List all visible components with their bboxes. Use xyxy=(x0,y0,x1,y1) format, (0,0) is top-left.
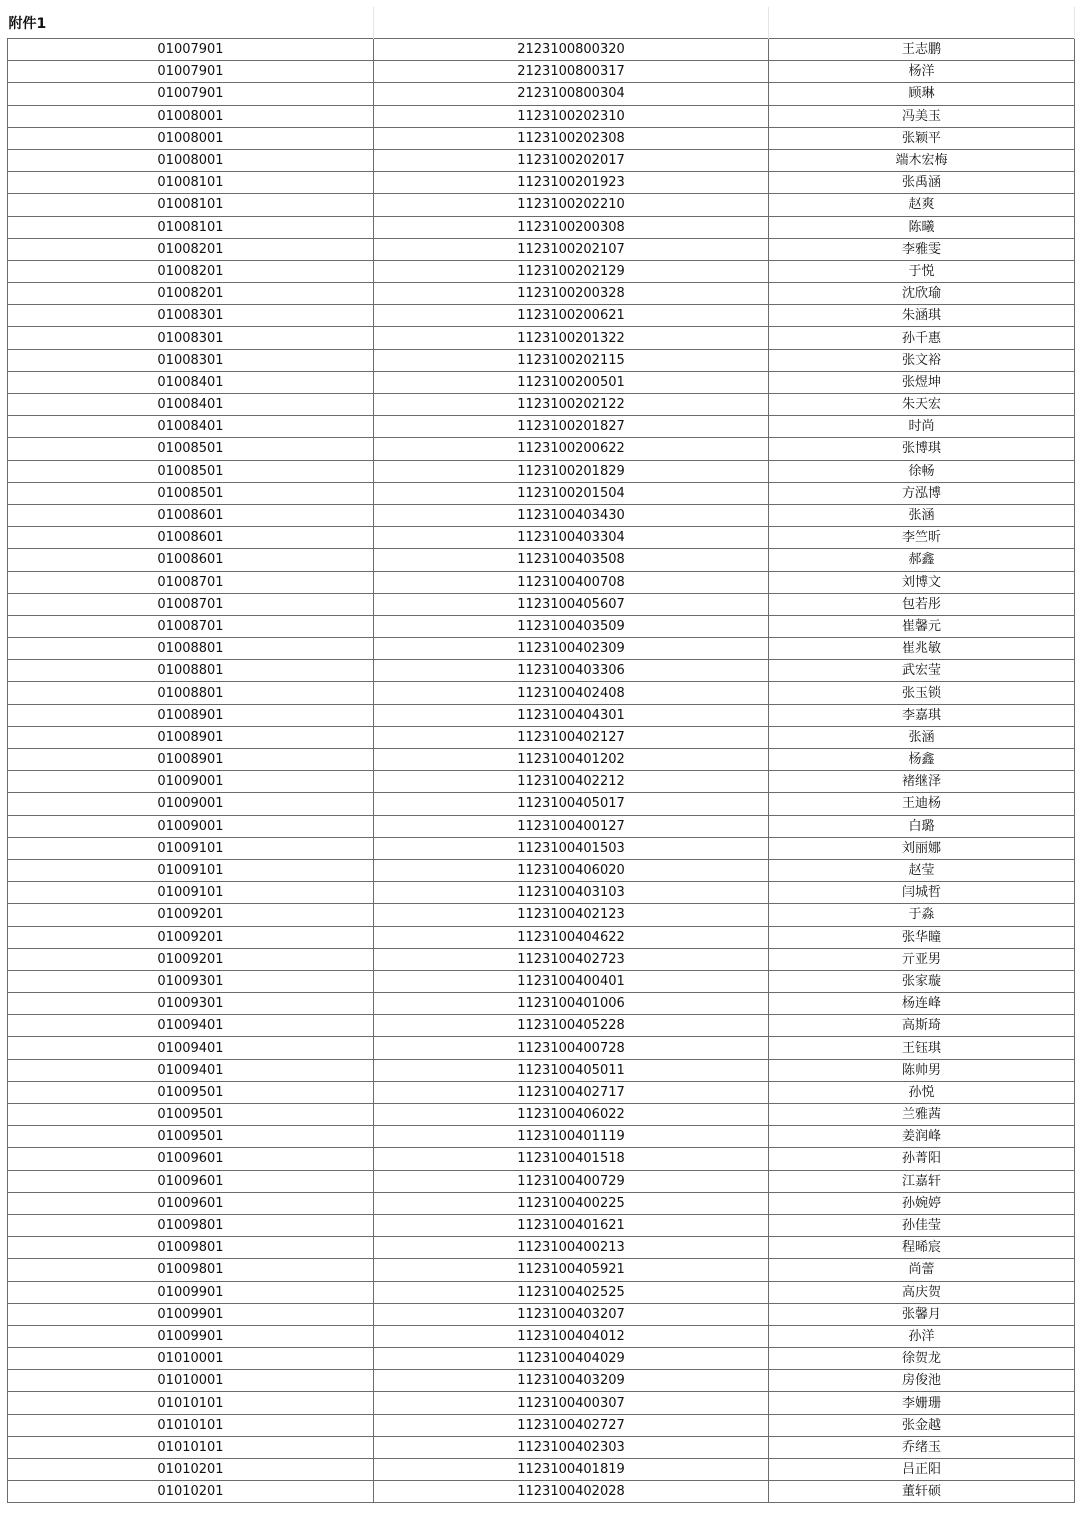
empty-header-cell xyxy=(769,7,1075,39)
name-cell: 顾琳 xyxy=(769,83,1075,105)
exam-number-cell: 1123100201923 xyxy=(374,172,769,194)
table-row xyxy=(8,371,1075,393)
position-code-cell: 01008001 xyxy=(8,127,374,149)
exam-number-cell: 1123100201504 xyxy=(374,482,769,504)
table-row xyxy=(8,993,1075,1015)
table-row xyxy=(8,260,1075,282)
exam-number-cell: 1123100200328 xyxy=(374,283,769,305)
position-code-cell: 01009801 xyxy=(8,1237,374,1259)
position-code-cell: 01008101 xyxy=(8,216,374,238)
exam-number-cell: 1123100402525 xyxy=(374,1281,769,1303)
position-code-cell: 01009001 xyxy=(8,793,374,815)
name-cell: 陈帅男 xyxy=(769,1059,1075,1081)
exam-number-cell: 1123100400401 xyxy=(374,970,769,992)
name-cell: 张文裕 xyxy=(769,349,1075,371)
position-code-cell: 01009601 xyxy=(8,1170,374,1192)
position-code-cell: 01008101 xyxy=(8,172,374,194)
position-code-cell: 01009501 xyxy=(8,1081,374,1103)
table-row xyxy=(8,793,1075,815)
name-cell: 徐贺龙 xyxy=(769,1348,1075,1370)
name-cell: 张金越 xyxy=(769,1414,1075,1436)
table-row xyxy=(8,549,1075,571)
position-code-cell: 01008601 xyxy=(8,527,374,549)
position-code-cell: 01009101 xyxy=(8,859,374,881)
table-row xyxy=(8,815,1075,837)
name-cell: 李嘉琪 xyxy=(769,704,1075,726)
position-code-cell: 01009101 xyxy=(8,837,374,859)
table-row xyxy=(8,1059,1075,1081)
exam-number-cell: 1123100201322 xyxy=(374,327,769,349)
name-cell: 刘丽娜 xyxy=(769,837,1075,859)
position-code-cell: 01010001 xyxy=(8,1348,374,1370)
name-cell: 高庆贺 xyxy=(769,1281,1075,1303)
position-code-cell: 01009301 xyxy=(8,993,374,1015)
table-row xyxy=(8,704,1075,726)
name-cell: 方泓博 xyxy=(769,482,1075,504)
position-code-cell: 01008301 xyxy=(8,327,374,349)
table-row xyxy=(8,1325,1075,1347)
position-code-cell: 01008901 xyxy=(8,726,374,748)
position-code-cell: 01009801 xyxy=(8,1259,374,1281)
name-cell: 崔兆敏 xyxy=(769,638,1075,660)
table-row xyxy=(8,1481,1075,1503)
exam-number-cell: 1123100403430 xyxy=(374,504,769,526)
name-cell: 吕正阳 xyxy=(769,1459,1075,1481)
table-row xyxy=(8,216,1075,238)
exam-number-cell: 1123100202115 xyxy=(374,349,769,371)
exam-number-cell: 1123100403209 xyxy=(374,1370,769,1392)
exam-number-cell: 1123100403207 xyxy=(374,1303,769,1325)
name-cell: 尚蕾 xyxy=(769,1259,1075,1281)
exam-number-cell: 1123100406020 xyxy=(374,859,769,881)
name-cell: 沈欣瑜 xyxy=(769,283,1075,305)
name-cell: 江嘉轩 xyxy=(769,1170,1075,1192)
name-cell: 房俊池 xyxy=(769,1370,1075,1392)
position-code-cell: 01009201 xyxy=(8,904,374,926)
table-row xyxy=(8,1214,1075,1236)
candidate-table xyxy=(7,7,1075,1503)
position-code-cell: 01009401 xyxy=(8,1059,374,1081)
name-cell: 包若彤 xyxy=(769,593,1075,615)
position-code-cell: 01009901 xyxy=(8,1281,374,1303)
table-row xyxy=(8,1170,1075,1192)
name-cell: 董轩硕 xyxy=(769,1481,1075,1503)
exam-number-cell: 1123100400729 xyxy=(374,1170,769,1192)
table-row xyxy=(8,305,1075,327)
name-cell: 于淼 xyxy=(769,904,1075,926)
exam-number-cell: 1123100401621 xyxy=(374,1214,769,1236)
name-cell: 姜润峰 xyxy=(769,1126,1075,1148)
table-row xyxy=(8,39,1075,61)
exam-number-cell: 1123100402727 xyxy=(374,1414,769,1436)
name-cell: 张玉锁 xyxy=(769,682,1075,704)
table-row xyxy=(8,593,1075,615)
name-cell: 张博琪 xyxy=(769,438,1075,460)
table-row xyxy=(8,327,1075,349)
name-cell: 张馨月 xyxy=(769,1303,1075,1325)
exam-number-cell: 1123100401518 xyxy=(374,1148,769,1170)
exam-number-cell: 1123100202210 xyxy=(374,194,769,216)
position-code-cell: 01009401 xyxy=(8,1015,374,1037)
name-cell: 张煜坤 xyxy=(769,371,1075,393)
position-code-cell: 01008401 xyxy=(8,394,374,416)
position-code-cell: 01008001 xyxy=(8,149,374,171)
exam-number-cell: 2123100800304 xyxy=(374,83,769,105)
name-cell: 张禹涵 xyxy=(769,172,1075,194)
table-row xyxy=(8,1392,1075,1414)
name-cell: 朱天宏 xyxy=(769,394,1075,416)
name-cell: 程晞宸 xyxy=(769,1237,1075,1259)
exam-number-cell: 1123100402123 xyxy=(374,904,769,926)
name-cell: 乔绪玉 xyxy=(769,1436,1075,1458)
name-cell: 白璐 xyxy=(769,815,1075,837)
exam-number-cell: 1123100404012 xyxy=(374,1325,769,1347)
position-code-cell: 01008601 xyxy=(8,549,374,571)
table-row xyxy=(8,837,1075,859)
table-row xyxy=(8,149,1075,171)
exam-number-cell: 1123100402717 xyxy=(374,1081,769,1103)
exam-number-cell: 2123100800320 xyxy=(374,39,769,61)
exam-number-cell: 1123100202308 xyxy=(374,127,769,149)
name-cell: 赵爽 xyxy=(769,194,1075,216)
name-cell: 张家璇 xyxy=(769,970,1075,992)
name-cell: 李竺昕 xyxy=(769,527,1075,549)
name-cell: 郝鑫 xyxy=(769,549,1075,571)
attachment-title: 附件1 xyxy=(8,7,374,39)
position-code-cell: 01008501 xyxy=(8,460,374,482)
table-row xyxy=(8,482,1075,504)
table-row xyxy=(8,504,1075,526)
name-cell: 褚继泽 xyxy=(769,771,1075,793)
table-row xyxy=(8,349,1075,371)
position-code-cell: 01009901 xyxy=(8,1303,374,1325)
position-code-cell: 01009101 xyxy=(8,882,374,904)
table-row xyxy=(8,660,1075,682)
table-row xyxy=(8,682,1075,704)
exam-number-cell: 1123100401119 xyxy=(374,1126,769,1148)
name-cell: 亓亚男 xyxy=(769,948,1075,970)
table-body xyxy=(8,39,1075,1503)
name-cell: 刘博文 xyxy=(769,571,1075,593)
position-code-cell: 01009501 xyxy=(8,1104,374,1126)
position-code-cell: 01009301 xyxy=(8,970,374,992)
exam-number-cell: 1123100401202 xyxy=(374,749,769,771)
exam-number-cell: 1123100405921 xyxy=(374,1259,769,1281)
exam-number-cell: 1123100201829 xyxy=(374,460,769,482)
exam-number-cell: 1123100401503 xyxy=(374,837,769,859)
table-row xyxy=(8,394,1075,416)
exam-number-cell: 1123100400225 xyxy=(374,1192,769,1214)
name-cell: 孙菁阳 xyxy=(769,1148,1075,1170)
title-row xyxy=(8,7,1075,39)
name-cell: 冯美玉 xyxy=(769,105,1075,127)
exam-number-cell: 1123100402408 xyxy=(374,682,769,704)
table-row xyxy=(8,1259,1075,1281)
exam-number-cell: 1123100403508 xyxy=(374,549,769,571)
exam-number-cell: 1123100200308 xyxy=(374,216,769,238)
position-code-cell: 01008201 xyxy=(8,283,374,305)
exam-number-cell: 1123100202310 xyxy=(374,105,769,127)
exam-number-cell: 1123100401819 xyxy=(374,1459,769,1481)
name-cell: 杨鑫 xyxy=(769,749,1075,771)
empty-header-cell xyxy=(374,7,769,39)
name-cell: 张涵 xyxy=(769,726,1075,748)
name-cell: 杨连峰 xyxy=(769,993,1075,1015)
table-row xyxy=(8,1104,1075,1126)
table-row xyxy=(8,1281,1075,1303)
table-row xyxy=(8,926,1075,948)
name-cell: 朱涵琪 xyxy=(769,305,1075,327)
exam-number-cell: 1123100404622 xyxy=(374,926,769,948)
exam-number-cell: 1123100202129 xyxy=(374,260,769,282)
exam-number-cell: 1123100403306 xyxy=(374,660,769,682)
exam-number-cell: 1123100402212 xyxy=(374,771,769,793)
position-code-cell: 01008601 xyxy=(8,504,374,526)
exam-number-cell: 1123100403304 xyxy=(374,527,769,549)
position-code-cell: 01008401 xyxy=(8,371,374,393)
name-cell: 李姗珊 xyxy=(769,1392,1075,1414)
table-row xyxy=(8,571,1075,593)
exam-number-cell: 1123100202107 xyxy=(374,238,769,260)
position-code-cell: 01010101 xyxy=(8,1436,374,1458)
table-row xyxy=(8,127,1075,149)
table-row xyxy=(8,1370,1075,1392)
name-cell: 闫城哲 xyxy=(769,882,1075,904)
table-row xyxy=(8,1015,1075,1037)
name-cell: 李雅雯 xyxy=(769,238,1075,260)
name-cell: 孙洋 xyxy=(769,1325,1075,1347)
table-row xyxy=(8,1237,1075,1259)
table-row xyxy=(8,83,1075,105)
position-code-cell: 01008901 xyxy=(8,749,374,771)
table-row xyxy=(8,1126,1075,1148)
exam-number-cell: 1123100400213 xyxy=(374,1237,769,1259)
exam-number-cell: 1123100405228 xyxy=(374,1015,769,1037)
position-code-cell: 01009201 xyxy=(8,926,374,948)
table-row xyxy=(8,527,1075,549)
table-row xyxy=(8,771,1075,793)
exam-number-cell: 1123100402028 xyxy=(374,1481,769,1503)
name-cell: 徐畅 xyxy=(769,460,1075,482)
position-code-cell: 01008901 xyxy=(8,704,374,726)
position-code-cell: 01010001 xyxy=(8,1370,374,1392)
spreadsheet-page xyxy=(7,7,1074,1503)
exam-number-cell: 1123100404301 xyxy=(374,704,769,726)
position-code-cell: 01008701 xyxy=(8,615,374,637)
exam-number-cell: 1123100403103 xyxy=(374,882,769,904)
position-code-cell: 01008101 xyxy=(8,194,374,216)
exam-number-cell: 1123100402127 xyxy=(374,726,769,748)
table-row xyxy=(8,1436,1075,1458)
table-row xyxy=(8,638,1075,660)
name-cell: 兰雅茜 xyxy=(769,1104,1075,1126)
position-code-cell: 01008301 xyxy=(8,349,374,371)
exam-number-cell: 1123100400728 xyxy=(374,1037,769,1059)
table-row xyxy=(8,416,1075,438)
position-code-cell: 01010101 xyxy=(8,1414,374,1436)
exam-number-cell: 1123100200621 xyxy=(374,305,769,327)
name-cell: 王迪杨 xyxy=(769,793,1075,815)
position-code-cell: 01009601 xyxy=(8,1192,374,1214)
table-row xyxy=(8,438,1075,460)
exam-number-cell: 1123100400708 xyxy=(374,571,769,593)
position-code-cell: 01008201 xyxy=(8,260,374,282)
position-code-cell: 01009001 xyxy=(8,771,374,793)
table-row xyxy=(8,726,1075,748)
name-cell: 高斯琦 xyxy=(769,1015,1075,1037)
table-row xyxy=(8,283,1075,305)
exam-number-cell: 1123100202017 xyxy=(374,149,769,171)
name-cell: 张颖平 xyxy=(769,127,1075,149)
exam-number-cell: 1123100405017 xyxy=(374,793,769,815)
position-code-cell: 01007901 xyxy=(8,61,374,83)
table-row xyxy=(8,1192,1075,1214)
exam-number-cell: 1123100404029 xyxy=(374,1348,769,1370)
table-row xyxy=(8,948,1075,970)
table-row xyxy=(8,882,1075,904)
position-code-cell: 01008801 xyxy=(8,638,374,660)
exam-number-cell: 1123100402309 xyxy=(374,638,769,660)
position-code-cell: 01008701 xyxy=(8,593,374,615)
position-code-cell: 01008301 xyxy=(8,305,374,327)
name-cell: 武宏莹 xyxy=(769,660,1075,682)
position-code-cell: 01009901 xyxy=(8,1325,374,1347)
position-code-cell: 01008801 xyxy=(8,660,374,682)
exam-number-cell: 1123100200622 xyxy=(374,438,769,460)
table-row xyxy=(8,1414,1075,1436)
table-row xyxy=(8,238,1075,260)
exam-number-cell: 2123100800317 xyxy=(374,61,769,83)
position-code-cell: 01008501 xyxy=(8,438,374,460)
table-row xyxy=(8,1303,1075,1325)
table-row xyxy=(8,749,1075,771)
table-row xyxy=(8,859,1075,881)
name-cell: 孙悦 xyxy=(769,1081,1075,1103)
position-code-cell: 01008401 xyxy=(8,416,374,438)
exam-number-cell: 1123100400307 xyxy=(374,1392,769,1414)
exam-number-cell: 1123100405011 xyxy=(374,1059,769,1081)
table-row xyxy=(8,615,1075,637)
exam-number-cell: 1123100402303 xyxy=(374,1436,769,1458)
exam-number-cell: 1123100405607 xyxy=(374,593,769,615)
table-row xyxy=(8,172,1075,194)
name-cell: 王志鹏 xyxy=(769,39,1075,61)
name-cell: 张华瞳 xyxy=(769,926,1075,948)
position-code-cell: 01010101 xyxy=(8,1392,374,1414)
position-code-cell: 01008201 xyxy=(8,238,374,260)
position-code-cell: 01010201 xyxy=(8,1481,374,1503)
table-row xyxy=(8,970,1075,992)
exam-number-cell: 1123100406022 xyxy=(374,1104,769,1126)
name-cell: 崔馨元 xyxy=(769,615,1075,637)
name-cell: 孙千惠 xyxy=(769,327,1075,349)
position-code-cell: 01009601 xyxy=(8,1148,374,1170)
position-code-cell: 01008501 xyxy=(8,482,374,504)
position-code-cell: 01008701 xyxy=(8,571,374,593)
name-cell: 张涵 xyxy=(769,504,1075,526)
exam-number-cell: 1123100202122 xyxy=(374,394,769,416)
table-row xyxy=(8,904,1075,926)
table-row xyxy=(8,1037,1075,1059)
table-row xyxy=(8,105,1075,127)
exam-number-cell: 1123100201827 xyxy=(374,416,769,438)
position-code-cell: 01009401 xyxy=(8,1037,374,1059)
position-code-cell: 01008801 xyxy=(8,682,374,704)
exam-number-cell: 1123100200501 xyxy=(374,371,769,393)
exam-number-cell: 1123100400127 xyxy=(374,815,769,837)
position-code-cell: 01010201 xyxy=(8,1459,374,1481)
name-cell: 赵莹 xyxy=(769,859,1075,881)
position-code-cell: 01009801 xyxy=(8,1214,374,1236)
name-cell: 孙佳莹 xyxy=(769,1214,1075,1236)
position-code-cell: 01009201 xyxy=(8,948,374,970)
table-row xyxy=(8,1081,1075,1103)
position-code-cell: 01008001 xyxy=(8,105,374,127)
position-code-cell: 01009501 xyxy=(8,1126,374,1148)
name-cell: 王钰琪 xyxy=(769,1037,1075,1059)
exam-number-cell: 1123100403509 xyxy=(374,615,769,637)
name-cell: 时尚 xyxy=(769,416,1075,438)
name-cell: 杨洋 xyxy=(769,61,1075,83)
exam-number-cell: 1123100401006 xyxy=(374,993,769,1015)
exam-number-cell: 1123100402723 xyxy=(374,948,769,970)
position-code-cell: 01007901 xyxy=(8,39,374,61)
name-cell: 陈曦 xyxy=(769,216,1075,238)
name-cell: 于悦 xyxy=(769,260,1075,282)
position-code-cell: 01007901 xyxy=(8,83,374,105)
table-row xyxy=(8,1148,1075,1170)
name-cell: 孙婉婷 xyxy=(769,1192,1075,1214)
table-row xyxy=(8,1348,1075,1370)
table-row xyxy=(8,194,1075,216)
table-row xyxy=(8,61,1075,83)
table-row xyxy=(8,460,1075,482)
name-cell: 端木宏梅 xyxy=(769,149,1075,171)
table-row xyxy=(8,1459,1075,1481)
position-code-cell: 01009001 xyxy=(8,815,374,837)
